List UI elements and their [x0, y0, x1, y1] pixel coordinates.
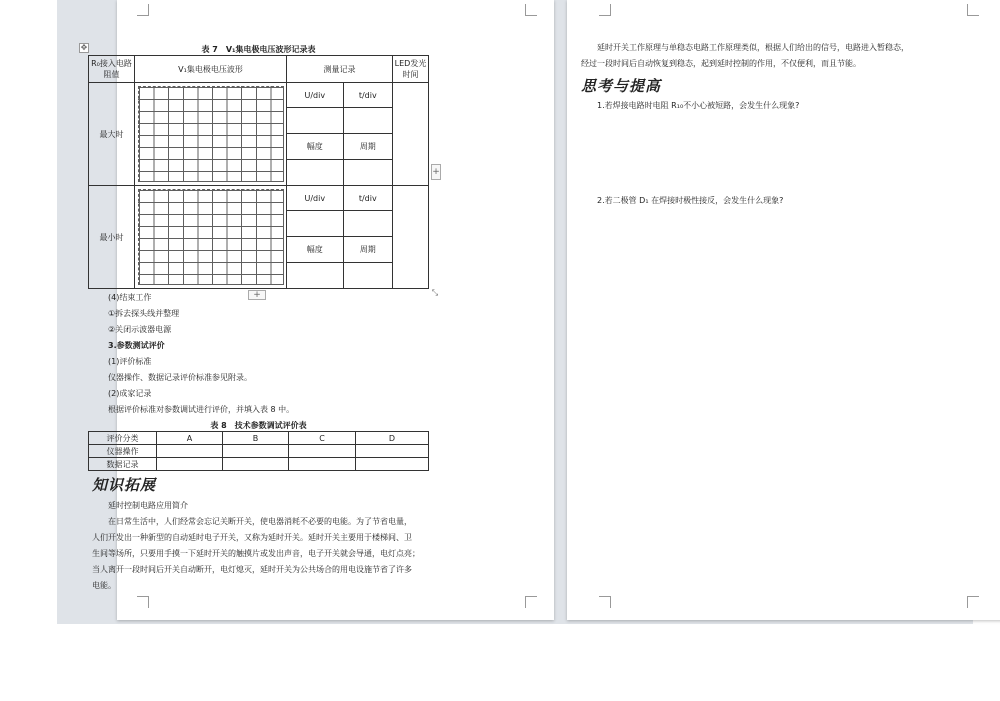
table7-period: 周期 — [343, 134, 392, 160]
table7-udiv: U/div — [287, 186, 344, 211]
table7-led-cell[interactable] — [393, 186, 429, 289]
step-1: ①拆去探头线并整理 — [108, 309, 180, 318]
knowledge-para-line: 生间等场所，只要用手摸一下延时开关的触摸片或发出声音，电子开关就会导通，电灯点亮； — [92, 549, 420, 558]
question-1: 1.若焊接电路时电阻 R₁₀不小心被短路，会发生什么现象? — [597, 101, 800, 110]
table7-led-cell[interactable] — [393, 83, 429, 186]
crop-mark — [967, 4, 979, 16]
table8-row-label: 仪器操作 — [89, 445, 157, 458]
right-para-line: 延时开关工作原理与单稳态电路工作原理类似，根据人们给出的信号，电路进入暂稳态， — [597, 43, 909, 52]
table7-header-waveform: V₁集电极电压波形 — [135, 56, 287, 83]
add-row-icon[interactable]: + — [248, 290, 266, 300]
step-end-work: (4)结束工作 — [108, 293, 152, 302]
table8-cell[interactable] — [222, 458, 288, 471]
record-label: (2)成家记录 — [108, 389, 152, 398]
knowledge-para-line: 电能。 — [92, 581, 116, 590]
knowledge-subtitle: 延时控制电路应用简介 — [108, 501, 188, 510]
resize-handle-icon[interactable]: ⤡ — [431, 288, 439, 297]
table8-header: C — [289, 432, 356, 445]
think-heading: 思考与提高 — [581, 77, 662, 95]
table8-cell[interactable] — [356, 445, 429, 458]
table8-header: B — [222, 432, 288, 445]
table7-value-cell[interactable] — [343, 263, 392, 289]
table7-row-label: 最小时 — [89, 186, 135, 289]
table8-cell[interactable] — [289, 445, 356, 458]
crop-mark — [137, 4, 149, 16]
crop-mark — [525, 4, 537, 16]
table7-amp: 幅度 — [287, 237, 344, 263]
table7-header-led: LED发光时间 — [393, 56, 429, 83]
table7-value-cell[interactable] — [287, 263, 344, 289]
table8-header: D — [356, 432, 429, 445]
table7-tdiv: t/div — [343, 186, 392, 211]
knowledge-para-line: 在日常生活中，人们经常会忘记关断开关，使电器消耗不必要的电能。为了节省电量， — [108, 517, 412, 526]
step-2: ②关闭示波器电源 — [108, 325, 172, 334]
table8-header: A — [157, 432, 223, 445]
table8 — [88, 431, 429, 471]
table7-value-cell[interactable] — [287, 160, 344, 186]
knowledge-para-line: 当人离开一段时间后开关自动断开，电灯熄灭，延时开关为公共场合的用电设施节省了许多 — [92, 565, 412, 574]
table8-caption: 表 8 技术参数调试评价表 — [210, 421, 307, 430]
crop-mark — [525, 596, 537, 608]
section-3-title: 3.参数测试评价 — [108, 341, 165, 350]
table8-row-label: 数据记录 — [89, 458, 157, 471]
table7-row-label: 最大时 — [89, 83, 135, 186]
waveform-grid — [135, 83, 287, 186]
table7-header-resistance: R₀接入电路阻值 — [89, 56, 135, 83]
crop-mark — [599, 4, 611, 16]
table7-value-cell[interactable] — [287, 211, 344, 237]
add-column-icon[interactable]: + — [431, 164, 441, 180]
table7-period: 周期 — [343, 237, 392, 263]
waveform-grid — [135, 186, 287, 289]
table8-cell[interactable] — [289, 458, 356, 471]
table8-cell[interactable] — [157, 445, 223, 458]
table7-header-measure: 测量记录 — [287, 56, 393, 83]
criteria-text: 仪器操作、数据记录评价标准参见附录。 — [108, 373, 252, 382]
table7-tdiv: t/div — [343, 83, 392, 108]
crop-mark — [599, 596, 611, 608]
table7 — [88, 55, 429, 289]
knowledge-para-line: 人们开发出一种新型的自动延时电子开关，又称为延时开关。延时开关主要用于楼梯间、卫 — [92, 533, 412, 542]
record-text: 根据评价标准对参数调试进行评价，并填入表 8 中。 — [108, 405, 295, 414]
table8-cell[interactable] — [356, 458, 429, 471]
question-2: 2.若二极管 D₁ 在焊接时极性接反，会发生什么现象? — [597, 196, 784, 205]
right-para-line: 经过一段时间后自动恢复到稳态，起到延时控制的作用，不仅便利，而且节能。 — [581, 59, 861, 68]
table7-value-cell[interactable] — [343, 108, 392, 134]
table7-amp: 幅度 — [287, 134, 344, 160]
criteria-label: (1)评价标准 — [108, 357, 152, 366]
crop-mark — [967, 596, 979, 608]
table8-cell[interactable] — [222, 445, 288, 458]
crop-mark — [137, 596, 149, 608]
table8-header: 评价分类 — [89, 432, 157, 445]
knowledge-heading: 知识拓展 — [92, 476, 157, 494]
table7-value-cell[interactable] — [343, 211, 392, 237]
move-handle-icon[interactable]: ✥ — [80, 43, 88, 52]
table7-caption: 表 7 V₁集电极电压波形记录表 — [201, 45, 316, 54]
table8-cell[interactable] — [157, 458, 223, 471]
table7-value-cell[interactable] — [343, 160, 392, 186]
table7-value-cell[interactable] — [287, 108, 344, 134]
table7-udiv: U/div — [287, 83, 344, 108]
